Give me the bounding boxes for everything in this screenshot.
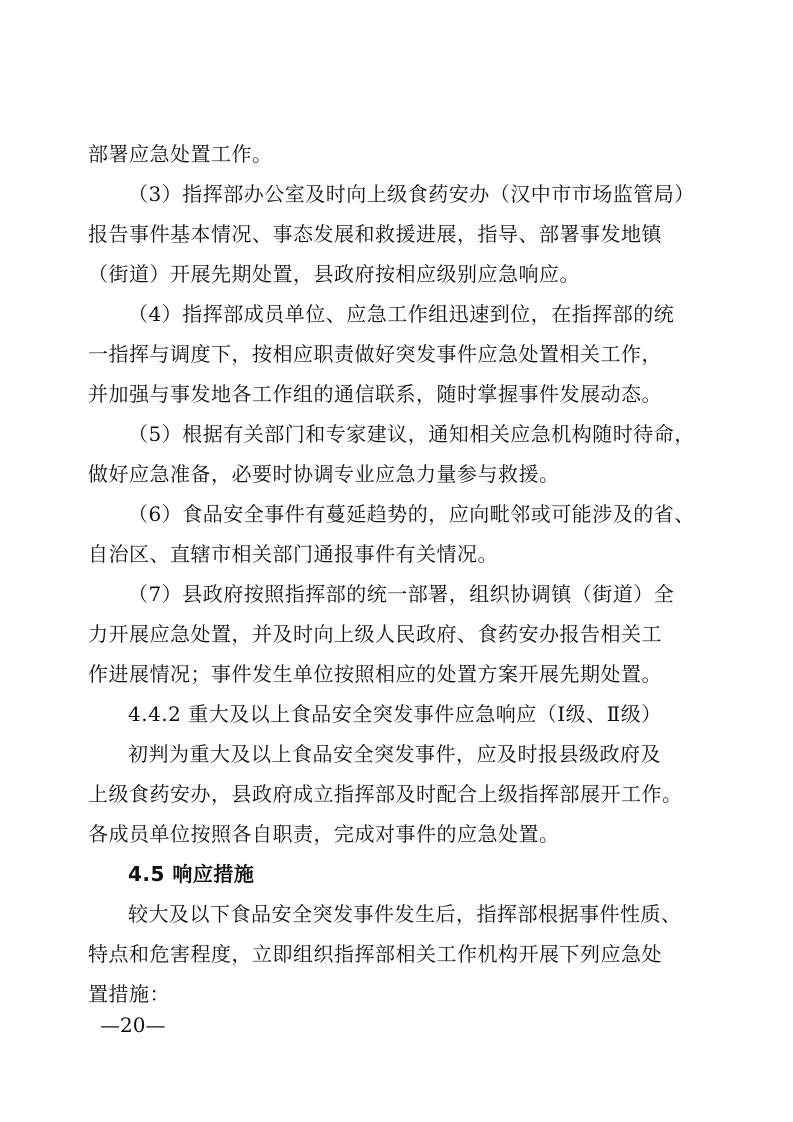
paragraph-line: （4）指挥部成员单位、应急工作组迅速到位，在指挥部的统 [128,302,675,326]
paragraph-line: （5）根据有关部门和专家建议，通知相关应急机构随时待命， [128,422,695,446]
section-heading: 4.5 响应措施 [128,862,255,886]
paragraph-line: （3）指挥部办公室及时向上级食药安办（汉中市市场监管局） [128,182,695,206]
subsection-heading: 4.4.2 重大及以上食品安全突发事件应急响应（Ⅰ级、Ⅱ级） [128,702,662,726]
paragraph-line: 做好应急准备，必要时协调专业应急力量参与救援。 [88,462,560,486]
paragraph-line: 置措施： [88,982,170,1006]
page-number: —20— [100,1013,166,1037]
paragraph-line: 上级食药安办，县政府成立指挥部及时配合上级指挥部展开工作。 [88,782,683,806]
paragraph-line: 初判为重大及以上食品安全突发事件，应及时报县级政府及 [128,742,661,766]
paragraph-line: （6）食品安全事件有蔓延趋势的，应向毗邻或可能涉及的省、 [128,502,695,526]
paragraph-line: 作进展情况；事件发生单位按照相应的处置方案开展先期处置。 [88,662,662,686]
paragraph-line: （7）县政府按照指挥部的统一部署，组织协调镇（街道）全 [128,582,675,606]
paragraph-line: 报告事件基本情况、事态发展和救援进展，指导、部署事发地镇 [88,222,662,246]
paragraph-line: 各成员单位按照各自职责，完成对事件的应急处置。 [88,822,560,846]
paragraph-line: 一指挥与调度下，按相应职责做好突发事件应急处置相关工作， [88,342,662,366]
paragraph-line: 并加强与事发地各工作组的通信联系，随时掌握事件发展动态。 [88,382,662,406]
paragraph-line: 部署应急处置工作。 [88,142,273,166]
paragraph-line: 力开展应急处置，并及时向上级人民政府、食药安办报告相关工 [88,622,662,646]
paragraph-line: 特点和危害程度，立即组织指挥部相关工作机构开展下列应急处 [88,942,662,966]
paragraph-line: （街道）开展先期处置，县政府按相应级别应急响应。 [88,262,580,286]
paragraph-line: 较大及以下食品安全突发事件发生后，指挥部根据事件性质、 [128,902,682,926]
paragraph-line: 自治区、直辖市相关部门通报事件有关情况。 [88,542,498,566]
